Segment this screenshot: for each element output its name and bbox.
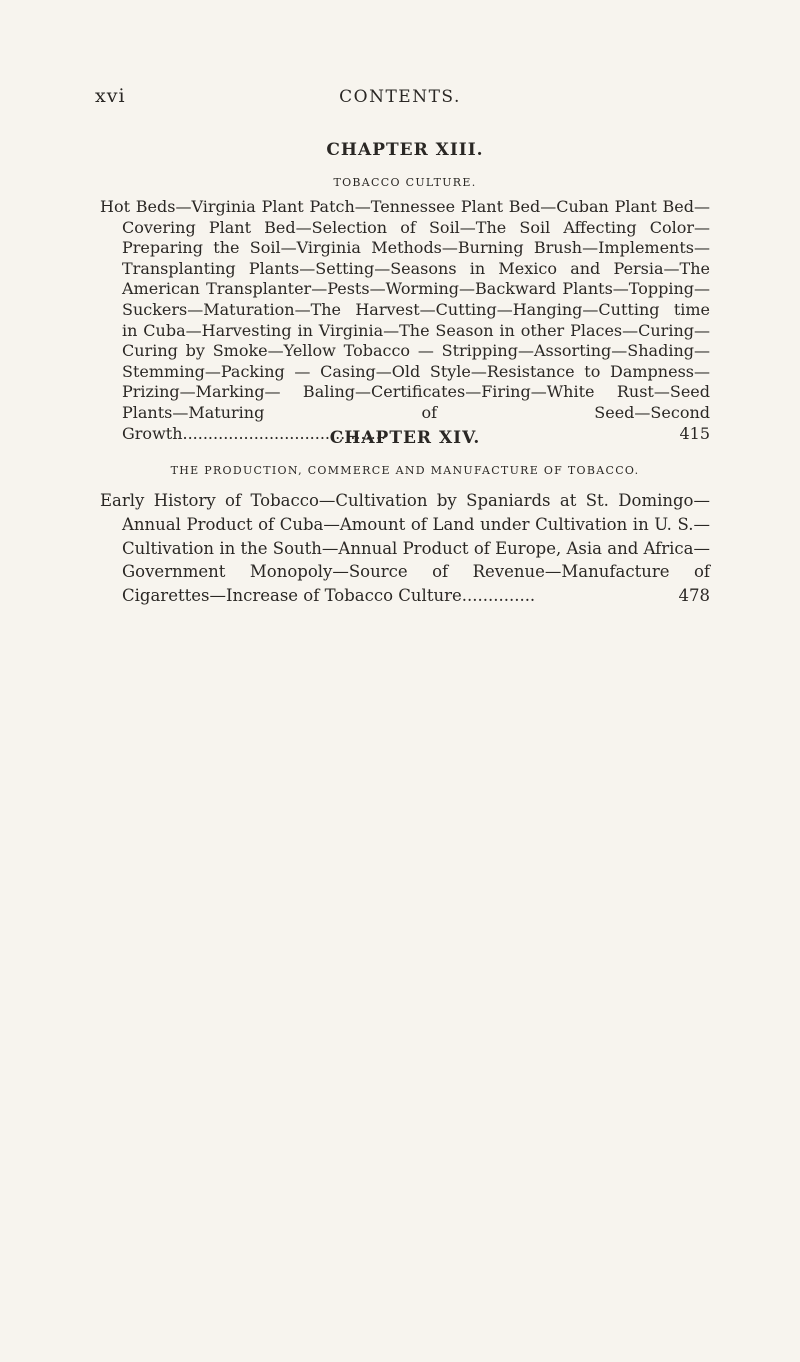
- dot-leader: ..............: [461, 586, 536, 606]
- page-reference: 415: [679, 423, 710, 443]
- synopsis-text: Early History of Tobacco—Cultivation by Spaniards at St. Domingo—Annual Product of Cuba—Amount of Land under Cultivation in U. S.—Cultivation in the South—Annual Product of Europe, Asia and Africa—Government Monopoly—Source of Revenue—Manufacture of Cigarettes—Increase of Tobacco Culture: [100, 491, 710, 606]
- chapter-synopsis: [100, 489, 710, 608]
- chapter-title: CHAPTER XIII.: [326, 140, 484, 160]
- page-number: xvi: [95, 85, 126, 107]
- chapter-subtitle: THE PRODUCTION, COMMERCE AND MANUFACTURE OF TOBACCO.: [170, 464, 640, 477]
- chapter-synopsis: [100, 197, 710, 444]
- chapter-xiii: [100, 140, 710, 444]
- running-head: CONTENTS.: [339, 87, 461, 107]
- chapter-title: CHAPTER XIV.: [329, 428, 481, 448]
- chapter-subtitle: TOBACCO CULTURE.: [333, 176, 477, 189]
- page-header: [95, 85, 705, 115]
- dot-leader: ........................................: [182, 423, 386, 443]
- synopsis-text: Hot Beds—Virginia Plant Patch—Tennessee Plant Bed—Cuban Plant Bed—Covering Plant Bed—Selection of Soil—The Soil Affecting Color—Preparing the Soil—Virginia Methods—Burning Brush—Implements—Transplanting Plants—Setting—Seasons in Mexico and Persia—The American Transplanter—Pests—Worming—Backward Plants—Topping—Suckers—Maturation—The Harvest—Cutting—Hanging—Cutting time in Cuba—Harvesting in Virginia—The Season in other Places—Curing—Curing by Smoke—Yellow Tobacco — Stripping—Assorting—Shading— Stemming—Packing — Casing—Old Style—Resistance to Dampness—Prizing—Marking— Baling—Certificates—Firing—White Rust—Seed Plants—Maturing of Seed—Second Growth: [100, 197, 710, 443]
- chapter-xiv: [100, 428, 710, 608]
- page-reference: 478: [678, 586, 710, 606]
